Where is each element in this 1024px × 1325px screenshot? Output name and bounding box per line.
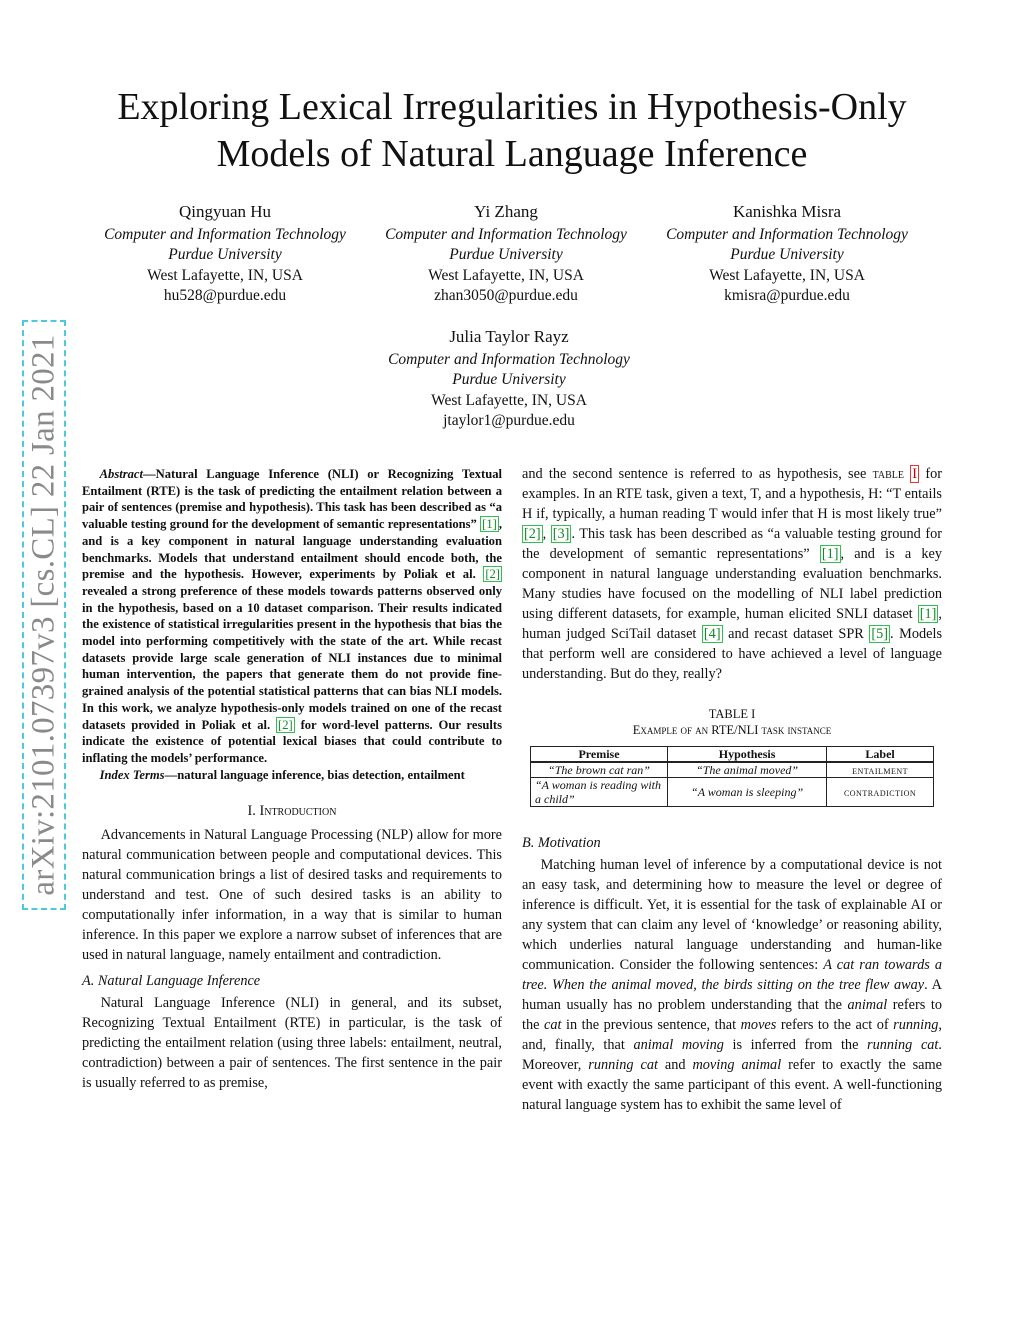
arxiv-stamp (22, 320, 66, 910)
motivation-paragraph (522, 855, 942, 1115)
citation-link[interactable]: [5] (871, 626, 889, 642)
citation-link[interactable]: [1] (919, 606, 937, 622)
abstract (82, 466, 502, 783)
table-row (531, 762, 934, 778)
index-terms-text: —natural language inference, bias detection, entailment (164, 767, 465, 782)
text-run: refers to the (522, 997, 942, 1033)
table-cell-label: entailment (827, 762, 934, 778)
author-email: kmisra@purdue.edu (724, 287, 850, 304)
abstract-text: revealed a strong preference of these models towards patterns observed only in the hypothesis, based on a 10 dataset comparison. Their results indicated the existence of statistical irregularities present in the hypothesis that bias the model into performing competitively with the state of the art. While recast datasets provide large scale generation of NLI instances due to minimal human intervention, the papers that generate them do not provide fine-grained analysis of the potential statistical patterns that can bias NLI models. In this work, we analyze hypothesis-only models trained on one of the recast datasets provided in Poliak et al. (82, 583, 502, 732)
table-header-cell: Hypothesis (668, 747, 827, 763)
subsection-heading-motivation: B. Motivation (522, 835, 601, 851)
citation-link[interactable]: [2] (524, 526, 541, 542)
emphasis: cat (543, 1017, 562, 1033)
nli-paragraph: Natural Language Inference (NLI) in general, and its subset, Recognizing Textual Entailment (RTE) in particular, is the task of predicting the entailment relation (using three labels: entailment, neutral, contradiction) between a pair of sentences. The first sentence in the pair is usually referred to as premise, (82, 995, 502, 1092)
text-run: is inferred from the (723, 1037, 868, 1053)
author-name: Qingyuan Hu (178, 202, 272, 221)
emphasis: running cat (867, 1037, 939, 1053)
abstract-text: , and is a key component in natural language understanding evaluation benchmarks. Models that understand entailment should encode both, the premise and the hypothesis. However, experiments by Poliak et al. (82, 517, 502, 582)
table-cell-premise: “The brown cat ran” (531, 762, 668, 778)
paper-title (60, 84, 964, 178)
text-run: refer to exactly the same event with exactly the same participant of this event. A well-functioning natural language system has to exhibit the same level of (522, 1057, 942, 1113)
table-word: table (872, 466, 904, 482)
table-header-row (531, 747, 934, 763)
author-dept: Computer and Information Technology (666, 225, 908, 243)
author-univ: Purdue University (168, 246, 282, 263)
text-run: , and is a key component in natural language understanding evaluation benchmarks. Many studies have focused on the modelling of NLI label prediction using different datasets, for example, human elicited SNLI dataset (522, 546, 942, 622)
text-run: . A human usually has no problem understanding that the (522, 977, 943, 1013)
table-label: TABLE I (708, 707, 756, 721)
text-run: , human judged SciTail dataset (522, 606, 942, 642)
table-cell-hypothesis: “A woman is sleeping” (668, 778, 827, 807)
author-location: West Lafayette, IN, USA (709, 266, 865, 284)
abstract-text: —Natural Language Inference (NLI) or Recognizing Textual Entailment (RTE) is the task of predicting the entailment relation between a pair of sentences (premise and hypothesis). This task has been described as “a valuable testing ground for the development of semantic representations” (82, 467, 502, 532)
text-run: refers to the act of (776, 1017, 894, 1033)
abstract-lead: Abstract (99, 467, 144, 481)
text-run: , (542, 526, 551, 542)
text-run: and recast dataset SPR (722, 626, 870, 642)
citation-link[interactable]: [1] (821, 546, 839, 562)
text-run: . Models that perform well are considered to have achieved a level of language understanding. But do they, really? (522, 626, 943, 682)
abstract-text: for word-level patterns. Our results indicate the existence of potential lexical biases that could contribute to inflating the models’ performance. (82, 717, 502, 765)
author-location: West Lafayette, IN, USA (147, 266, 303, 284)
author-block (359, 327, 659, 432)
table-caption (522, 706, 942, 738)
text-run: . This task has been described as “a valuable testing ground for the development of semantic representations” (522, 526, 942, 562)
emphasis: animal moving (633, 1037, 724, 1053)
text-run: for examples. In an RTE task, given a text, T, and a hypothesis, H: “T entails H if, typically, a human reading T would infer that H is most likely true” (522, 466, 942, 522)
author-name: Kanishka Misra (732, 202, 842, 221)
title-line-2: Models of Natural Language Inference (216, 133, 808, 175)
author-univ: Purdue University (730, 246, 844, 263)
table-header-cell: Label (827, 747, 934, 763)
text-run: and the second sentence is referred to as hypothesis, see (522, 466, 873, 482)
arxiv-identifier: arXiv:2101.07397v3 [cs.CL] 22 Jan 2021 (25, 334, 62, 896)
author-block (75, 202, 375, 307)
author-dept: Computer and Information Technology (104, 225, 346, 243)
emphasis: moves (740, 1017, 777, 1033)
emphasis: running (893, 1017, 939, 1033)
intro-paragraph: Advancements in Natural Language Processing (NLP) allow for more natural communication between people and computational devices. This natural communication brings a list of desired tasks and requirements to understand and test. One of such desired tasks is an ability to computationally infer information, in a way that is similar to human inference. In this paper we explore a narrow subset of inferences that are used in natural language, namely entailment and contradiction. (82, 827, 502, 964)
author-name: Julia Taylor Rayz (449, 327, 569, 346)
left-column (82, 466, 502, 1093)
text-run: , and, finally, that (522, 1017, 942, 1053)
emphasis: running cat (588, 1057, 658, 1073)
author-location: West Lafayette, IN, USA (428, 266, 584, 284)
table-cell-label: contradiction (827, 778, 934, 807)
author-email: zhan3050@purdue.edu (434, 287, 578, 304)
text-run: in the previous sentence, that (561, 1017, 741, 1033)
citation-link[interactable]: [3] (552, 526, 570, 542)
table-reference-link[interactable]: I (912, 466, 918, 482)
example-sentence: A cat ran towards a tree. When the animal moved, the birds sitting on the tree flew away (522, 957, 942, 993)
example-table (530, 746, 934, 807)
author-email: jtaylor1@purdue.edu (443, 412, 575, 429)
text-run: . Moreover, (522, 1037, 942, 1073)
author-univ: Purdue University (449, 246, 563, 263)
text-run: Matching human level of inference by a computational device is not an easy task, and determining how to measure the level or degree of inference is difficult. Yet, it is essential for the task of explainable AI or any system that can claim any level of ‘knowledge’ or reasoning ability, which underlies natural language understanding and human-like communication. Consider the following sentences: (522, 857, 942, 973)
index-terms-lead: Index Terms (99, 767, 165, 782)
emphasis: moving animal (692, 1057, 782, 1073)
section-heading-introduction: I. Introduction (247, 803, 337, 820)
author-block (637, 202, 937, 307)
author-block (356, 202, 656, 307)
emphasis: animal (847, 997, 888, 1013)
author-dept: Computer and Information Technology (385, 225, 627, 243)
title-line-1: Exploring Lexical Irregularities in Hypothesis-Only (117, 86, 907, 128)
continuation-paragraph (522, 464, 942, 684)
author-email: hu528@purdue.edu (163, 287, 287, 304)
table-cell-premise: “A woman is reading with a child” (531, 778, 668, 807)
text-run: and (657, 1057, 693, 1073)
citation-link[interactable]: [2] (485, 567, 500, 582)
citation-link[interactable]: [1] (482, 517, 497, 532)
table-row (531, 778, 934, 807)
table-header-cell: Premise (531, 747, 668, 763)
author-univ: Purdue University (452, 371, 566, 388)
citation-link[interactable]: [4] (703, 626, 721, 642)
citation-link[interactable]: [2] (278, 717, 293, 732)
right-column (522, 464, 942, 1115)
author-dept: Computer and Information Technology (388, 350, 630, 368)
table-caption-title: Example of an RTE/NLI task instance (632, 723, 832, 737)
author-location: West Lafayette, IN, USA (431, 391, 587, 409)
subsection-heading-nli: A. Natural Language Inference (82, 973, 261, 990)
author-name: Yi Zhang (474, 202, 538, 221)
table-cell-hypothesis: “The animal moved” (668, 762, 827, 778)
